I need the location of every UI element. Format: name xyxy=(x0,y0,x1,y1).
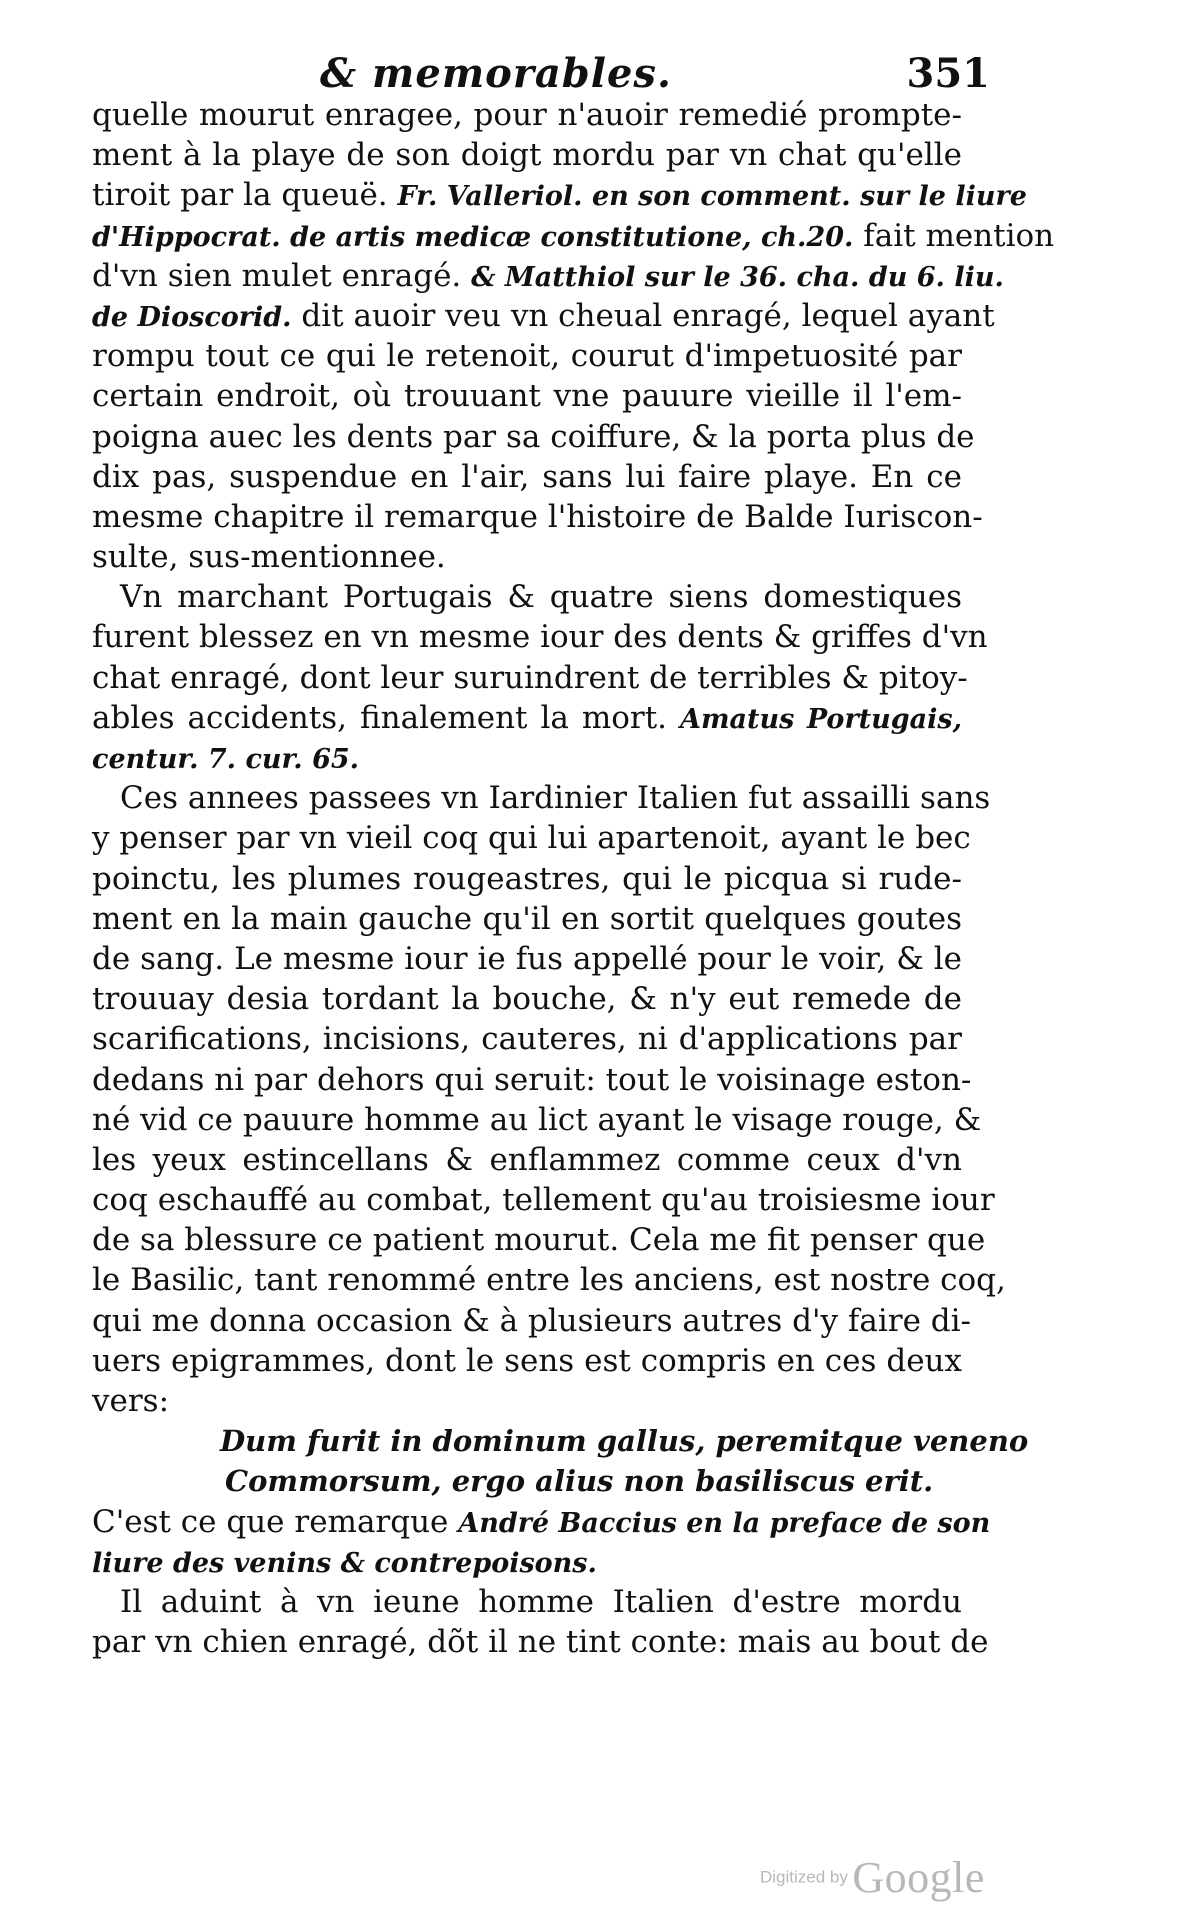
text-run: certain endroit, où trouuant vne pauure vieille il l'em- xyxy=(92,378,962,415)
citation: Amatus Portugais, xyxy=(680,703,962,735)
text-line xyxy=(92,1260,1006,1300)
text-line xyxy=(92,336,962,376)
text-line xyxy=(92,256,1004,296)
text-run: Vn marchant Portugais & quatre siens domestiques xyxy=(120,579,962,616)
citation: d'Hippocrat. de artis medicæ constitutione, ch.20. xyxy=(92,221,854,253)
text-run: d'vn sien mulet enragé. xyxy=(92,257,472,294)
text-line xyxy=(92,95,962,135)
text-run: tiroit par la queuë. xyxy=(92,177,398,214)
text-run: quelle mourut enragee, pour n'auoir remedié prompte- xyxy=(92,97,962,133)
text-line xyxy=(92,1542,962,1582)
text-run: de sang. Le mesme iour ie fus appellé pour le voir, & le xyxy=(92,940,962,977)
google-logo: Google xyxy=(852,1853,985,1902)
text-line xyxy=(92,617,988,657)
text-run: uers epigrammes, dont le sens est compris en ces deux xyxy=(92,1342,962,1379)
text-run: par vn chien enragé, dõt il ne tint conte: mais au bout de xyxy=(92,1624,989,1661)
text-line xyxy=(92,1341,962,1381)
text-line xyxy=(92,698,962,738)
text-line xyxy=(92,899,962,939)
text-line xyxy=(92,818,971,858)
text-line xyxy=(92,658,968,698)
text-run: dix pas, suspendue en l'air, sans lui faire playe. En ce xyxy=(92,458,962,495)
text-line xyxy=(92,1140,962,1180)
text-run: Il aduint à vn ieune homme Italien d'estre mordu xyxy=(120,1583,962,1620)
text-run: scarifications, incisions, cauteres, ni d'applications par xyxy=(92,1021,962,1058)
text-line xyxy=(92,376,962,416)
text-run: ment en la main gauche qu'il en sortit quelques goutes xyxy=(92,900,962,937)
citation: Fr. Valleriol. en son comment. sur le liure xyxy=(397,181,1027,213)
text-line xyxy=(92,175,1027,215)
citation: liure des venins & contrepoisons. xyxy=(92,1547,597,1579)
text-run: C'est ce que remarque xyxy=(92,1503,459,1540)
text-line xyxy=(92,537,962,577)
verse-line: Commorsum, ergo alius non basiliscus erit. xyxy=(225,1464,934,1499)
text-run: furent blessez en vn mesme iour des dents & griffes d'vn xyxy=(92,619,988,656)
text-run: de sa blessure ce patient mourut. Cela me fit penser que xyxy=(92,1222,986,1259)
body-text xyxy=(92,95,1055,1662)
text-run: coq eschauffé au combat, tellement qu'au troisiesme iour xyxy=(92,1182,995,1219)
text-line xyxy=(92,457,962,497)
text-line xyxy=(92,216,1055,256)
text-line xyxy=(92,1301,972,1341)
text-run: né vid ce pauure homme au lict ayant le visage rouge, & xyxy=(92,1101,982,1138)
text-line xyxy=(92,1220,986,1260)
text-line xyxy=(92,417,975,457)
text-run: qui me donna occasion & à plusieurs autres d'y faire di- xyxy=(92,1302,972,1339)
text-run: dedans ni par dehors qui seruit: tout le voisinage eston- xyxy=(92,1061,972,1098)
citation: & Matthiol sur le 36. cha. du 6. liu. xyxy=(471,261,1004,293)
text-run: le Basilic, tant renommé entre les anciens, est nostre coq, xyxy=(92,1262,1006,1299)
text-run: ables accidents, finalement la mort. xyxy=(92,699,681,736)
text-line xyxy=(92,738,962,778)
digitized-by-google-watermark xyxy=(760,1852,985,1903)
text-line xyxy=(92,135,962,175)
text-line xyxy=(92,778,991,818)
citation: de Dioscorid. xyxy=(92,301,292,333)
text-line xyxy=(92,939,962,979)
text-line xyxy=(92,1622,989,1662)
text-run: vers: xyxy=(92,1383,170,1419)
text-run: chat enragé, dont leur suruindrent de terribles & pitoy- xyxy=(92,659,968,696)
text-line xyxy=(92,859,962,899)
text-line xyxy=(92,1019,962,1059)
text-run: poigna auec les dents par sa coiffure, & la porta plus de xyxy=(92,418,975,455)
text-run: trouuay desia tordant la bouche, & n'y eut remede de xyxy=(92,981,962,1018)
text-line xyxy=(92,979,962,1019)
text-line xyxy=(92,1060,972,1100)
text-line xyxy=(92,577,962,617)
text-run: sulte, sus-mentionnee. xyxy=(92,539,446,576)
text-run: rompu tout ce qui le retenoit, courut d'impetuosité par xyxy=(92,338,962,375)
text-line xyxy=(92,1381,962,1421)
text-run: les yeux estincellans & enflammez comme ceux d'vn xyxy=(92,1141,962,1178)
text-run: dit auoir veu vn cheual enragé, lequel ayant xyxy=(291,297,995,334)
watermark-prefix: Digitized by xyxy=(760,1867,848,1887)
text-run: y penser par vn vieil coq qui lui apartenoit, ayant le bec xyxy=(92,820,971,857)
text-line xyxy=(92,1180,995,1220)
text-line xyxy=(92,1100,982,1140)
text-run: fait mention xyxy=(853,217,1055,254)
verse-line: Dum furit in dominum gallus, peremitque veneno xyxy=(220,1424,1029,1459)
text-run: ment à la playe de son doigt mordu par vn chat qu'elle xyxy=(92,137,962,174)
citation: André Baccius en la preface de son xyxy=(458,1507,991,1539)
text-line xyxy=(92,497,983,537)
text-run: Ces annees passees vn Iardinier Italien fut assailli sans xyxy=(120,780,991,817)
text-line xyxy=(92,296,995,336)
running-title: & memorables. xyxy=(320,50,672,97)
text-line xyxy=(92,1582,962,1622)
citation: centur. 7. cur. 65. xyxy=(92,744,360,775)
text-run: mesme chapitre il remarque l'histoire de Balde Iuriscon- xyxy=(92,498,983,535)
page-number: 351 xyxy=(906,50,990,97)
text-line xyxy=(92,1502,991,1542)
text-run: poinctu, les plumes rougeastres, qui le picqua si rude- xyxy=(92,860,962,897)
